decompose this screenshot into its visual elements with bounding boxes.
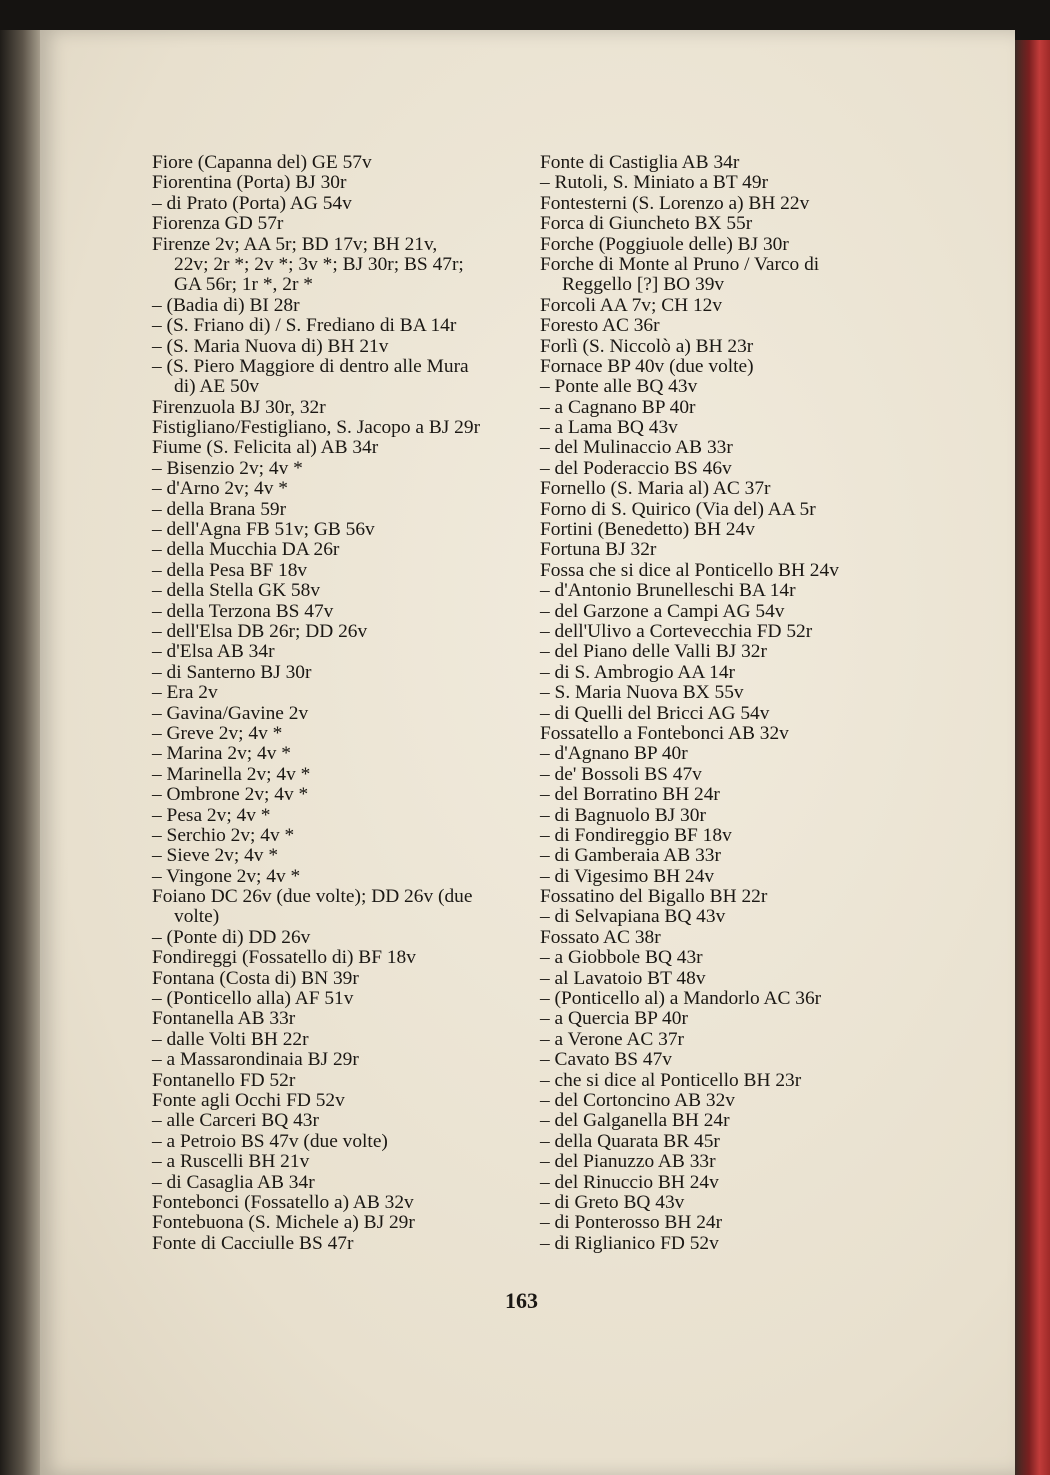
index-entry: – a Massarondinaia BJ 29r (152, 1049, 359, 1071)
index-entry: – Serchio 2v; 4v * (152, 824, 295, 846)
index-entry: Fontana (Costa di) BN 39r (152, 967, 359, 989)
index-entry: Fossatino del Bigallo BH 22r (540, 886, 768, 908)
index-entry: – del Galganella BH 24r (540, 1110, 730, 1132)
index-entry: di) AE 50v (174, 376, 260, 398)
index-entry: – d'Antonio Brunelleschi BA 14r (540, 580, 796, 602)
index-entry: – d'Elsa AB 34r (152, 641, 275, 663)
book-cover-edge (1015, 40, 1050, 1475)
index-entry: – Ponte alle BQ 43v (540, 376, 698, 398)
index-entry: – della Brana 59r (152, 498, 287, 520)
index-entry: Forca di Giuncheto BX 55r (540, 213, 753, 235)
index-entry: – d'Arno 2v; 4v * (152, 478, 288, 500)
index-entry: Fortuna BJ 32r (540, 539, 657, 561)
index-entry: – (Ponticello alla) AF 51v (152, 988, 354, 1010)
index-entry: Fossatello a Fontebonci AB 32v (540, 722, 789, 744)
index-entry: – a Ruscelli BH 21v (152, 1151, 310, 1173)
index-entry: – della Terzona BS 47v (152, 600, 334, 622)
index-entry: Foresto AC 36r (540, 315, 660, 337)
index-entry: – di Casaglia AB 34r (152, 1171, 315, 1193)
index-entry: Fiorenza GD 57r (152, 213, 284, 235)
index-entry: Foiano DC 26v (due volte); DD 26v (due (152, 886, 473, 908)
index-entry: – Sieve 2v; 4v * (152, 845, 279, 867)
index-entry: Fistigliano/Festigliano, S. Jacopo a BJ 29r (152, 417, 481, 439)
index-entry: Forcoli AA 7v; CH 12v (540, 294, 723, 316)
index-entry: – dell'Agna FB 51v; GB 56v (152, 519, 375, 541)
index-entry: – a Giobbole BQ 43r (540, 947, 703, 969)
index-column-left (152, 153, 517, 1254)
index-entry: – (Ponte di) DD 26v (152, 926, 311, 948)
index-entry: – dell'Elsa DB 26r; DD 26v (152, 620, 368, 642)
index-entry: Fiorentina (Porta) BJ 30r (152, 172, 347, 194)
index-entry: Fontanello FD 52r (152, 1069, 296, 1091)
index-entry: Fontebuona (S. Michele a) BJ 29r (152, 1212, 415, 1234)
index-entry: – Marina 2v; 4v * (152, 743, 291, 765)
index-entry: – del Piano delle Valli BJ 32r (540, 641, 767, 663)
index-entry: – del Rinuccio BH 24v (540, 1171, 719, 1193)
index-entry: – della Stella GK 58v (152, 580, 321, 602)
index-entry: Fondireggi (Fossatello di) BF 18v (152, 947, 416, 969)
index-entry: – (S. Friano di) / S. Frediano di BA 14r (152, 315, 457, 337)
index-entry: – (S. Maria Nuova di) BH 21v (152, 335, 389, 357)
index-entry: – di Gamberaia AB 33r (540, 845, 721, 867)
index-entry: – di Riglianico FD 52v (540, 1232, 719, 1254)
index-entry: Fornello (S. Maria al) AC 37r (540, 478, 771, 500)
index-entry: volte) (174, 906, 220, 928)
index-entry: – Greve 2v; 4v * (152, 722, 283, 744)
index-entry: – che si dice al Ponticello BH 23r (540, 1069, 802, 1091)
index-entry: – di Bagnuolo BJ 30r (540, 804, 706, 826)
page-number: 163 (505, 1288, 538, 1313)
index-entry: – del Poderaccio BS 46v (540, 457, 732, 479)
index-entry: Fonte di Cacciulle BS 47r (152, 1232, 354, 1254)
index-column-right (540, 153, 908, 1254)
index-entry: – a Quercia BP 40r (540, 1008, 688, 1030)
index-entry: – di Selvapiana BQ 43v (540, 906, 726, 928)
index-entry: Fontanella AB 33r (152, 1008, 296, 1030)
index-entry: – del Pianuzzo AB 33r (540, 1151, 716, 1173)
index-entry: – Ombrone 2v; 4v * (152, 784, 309, 806)
index-entry: – del Garzone a Campi AG 54v (540, 600, 785, 622)
index-entry: – Marinella 2v; 4v * (152, 763, 311, 785)
index-entry: – a Petroio BS 47v (due volte) (152, 1130, 388, 1152)
index-entry: Fortini (Benedetto) BH 24v (540, 519, 755, 541)
index-entry: GA 56r; 1r *, 2r * (174, 274, 313, 296)
index-entry: Fornace BP 40v (due volte) (540, 355, 754, 377)
index-entry: Fonte agli Occhi FD 52v (152, 1089, 345, 1111)
index-entry: Firenze 2v; AA 5r; BD 17v; BH 21v, (152, 233, 438, 255)
index-entry: – della Mucchia DA 26r (152, 539, 340, 561)
index-entry: – Gavina/Gavine 2v (152, 702, 309, 724)
index-entry: – di Prato (Porta) AG 54v (152, 192, 352, 214)
index-entry: – a Cagnano BP 40r (540, 396, 696, 418)
index-entry: – del Mulinaccio AB 33r (540, 437, 733, 459)
index-entry: Reggello [?] BO 39v (562, 274, 725, 296)
index-entry: Firenzuola BJ 30r, 32r (152, 396, 326, 418)
index-entry: – di Quelli del Bricci AG 54v (540, 702, 770, 724)
index-entry: – di Greto BQ 43v (540, 1191, 685, 1213)
index-entry: – al Lavatoio BT 48v (540, 967, 706, 989)
index-entry: – S. Maria Nuova BX 55v (540, 682, 744, 704)
index-entry: – dalle Volti BH 22r (152, 1028, 309, 1050)
index-entry: – Vingone 2v; 4v * (152, 865, 301, 887)
index-entry: – (Ponticello al) a Mandorlo AC 36r (540, 988, 822, 1010)
index-entry: – del Cortoncino AB 32v (540, 1089, 735, 1111)
index-entry: – Rutoli, S. Miniato a BT 49r (540, 172, 769, 194)
index-entry: – Era 2v (152, 682, 218, 704)
index-entry: – di Ponterosso BH 24r (540, 1212, 723, 1234)
index-entry: – a Lama BQ 43v (540, 417, 678, 439)
index-entry: Forche (Poggiuole delle) BJ 30r (540, 233, 789, 255)
index-entry: – di S. Ambrogio AA 14r (540, 661, 736, 683)
index-entry: – Cavato BS 47v (540, 1049, 672, 1071)
index-entry: 22v; 2r *; 2v *; 3v *; BJ 30r; BS 47r; (174, 253, 464, 275)
index-entry: Fontesterni (S. Lorenzo a) BH 22v (540, 192, 810, 214)
index-entry: – della Pesa BF 18v (152, 559, 308, 581)
index-entry: – de' Bossoli BS 47v (540, 763, 702, 785)
index-entry: – d'Agnano BP 40r (540, 743, 688, 765)
index-entry: Forno di S. Quirico (Via del) AA 5r (540, 498, 816, 520)
index-entry: Fontebonci (Fossatello a) AB 32v (152, 1191, 414, 1213)
index-entry: – dell'Ulivo a Cortevecchia FD 52r (540, 620, 813, 642)
index-entry: – di Santerno BJ 30r (152, 661, 312, 683)
index-entry: – a Verone AC 37r (540, 1028, 684, 1050)
index-entry: Fiore (Capanna del) GE 57v (152, 152, 372, 173)
index-entry: – del Borratino BH 24r (540, 784, 720, 806)
index-entry: – Bisenzio 2v; 4v * (152, 457, 303, 479)
index-entry: Forche di Monte al Pruno / Varco di (540, 253, 820, 275)
index-entry: – della Quarata BR 45r (540, 1130, 720, 1152)
index-entry: Fossato AC 38r (540, 926, 661, 948)
index-entry: Fiume (S. Felicita al) AB 34r (152, 437, 379, 459)
index-entry: – alle Carceri BQ 43r (152, 1110, 319, 1132)
index-entry: – di Vigesimo BH 24v (540, 865, 715, 887)
index-entry: Forlì (S. Niccolò a) BH 23r (540, 335, 754, 357)
index-entry: – Pesa 2v; 4v * (152, 804, 271, 826)
index-entry: – (S. Piero Maggiore di dentro alle Mura (152, 355, 469, 377)
index-entry: – (Badia di) BI 28r (152, 294, 300, 316)
index-entry: Fonte di Castiglia AB 34r (540, 152, 740, 173)
index-entry: – di Fondireggio BF 18v (540, 824, 732, 846)
index-entry: Fossa che si dice al Ponticello BH 24v (540, 559, 839, 581)
